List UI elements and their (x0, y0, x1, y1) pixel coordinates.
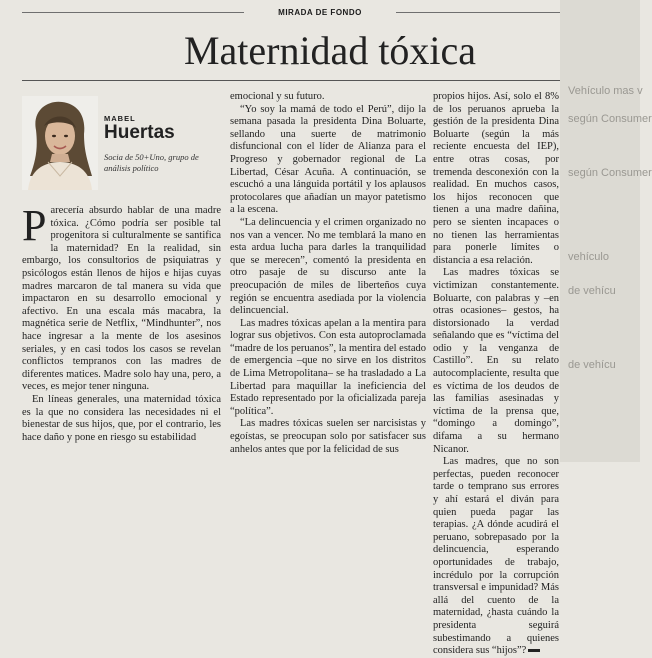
paragraph: emocional y su futuro. (230, 91, 325, 102)
section-rule-right (396, 12, 560, 13)
paragraph: Las madres tóxicas se victimizan constantemente. Boluarte, con palabras y –en otras ocasiones– gestos, ha distorsionado la verdad señalando que es “víctima del odio y la venganza de Castillo”. En su relato autocomplaciente, resulta que es víctima de los deudos de las familias asesinadas y víctima de la prensa que, “domingo a domingo”, difama a su hermano Nicanor. (433, 267, 559, 455)
author-portrait-icon (22, 96, 98, 190)
bleed-line: Vehículo mas v (568, 85, 643, 97)
paragraph-text: arecería absurdo hablar de una madre tóxica. ¿Cómo podría ser posible tal progenitora si culturalmente se santifica la maternidad? En la realidad, sin embargo, los consultorios de psiquiatras y psicólogos están llenos de hijos e hijas cuyas madres marcaron de tal manera su vida que impactaron en su desarrollo emocional y afectivo. En una escala más macabra, la magnética serie de Netflix, “Mindhunter”, nos hace ingresar a la mente de los asesinos seriales, y en casi todos los casos se revelan conflictos tempranos con las madres de diferentes matices. Madre solo hay una, pero, a veces, es mejor tener ninguna. (22, 205, 221, 393)
headline: Maternidad tóxica (183, 28, 477, 73)
paragraph (22, 201, 221, 394)
article-column-3 (433, 91, 559, 658)
paragraph: Las madres tóxicas suelen ser narcisistas y egoístas, se preocupan solo por satisfacer sus anhelos antes que por la felicidad de sus (230, 418, 426, 455)
paragraph: “Yo soy la mamá de todo el Perú”, dijo la semana pasada la presidenta Dina Boluarte, sellando una suerte de matrimonio disfuncional con el líder de Alianza para el Progreso y gobernador regional de La Libertad, César Acuña. A continuación, se escuchó a una lánguida portátil y los aplausos protocolares que añadían un mayor patetismo a la escena. (230, 103, 426, 216)
paragraph-text: Las madres, que no son perfectas, pueden reconocer tarde o temprano sus errores y ahí estará el diván para quien pueda pagar las terapias. ¿A dónde acudirá el peruano, sobrepasado por la delincuencia, esperando oportunidades de trabajo, incrédulo por la corrupción transversal e impunidad? Más allá del cuento de la maternidad, ¿hasta cuándo la presidenta seguirá subestimando a quienes considera sus “hijos”? (433, 456, 559, 657)
bleed-line: vehículo (568, 251, 609, 263)
bleed-line: de vehícu (568, 359, 616, 371)
paragraph: Las madres tóxicas apelan a la mentira para lograr sus objetivos. Con esta autoproclamada “madre de los peruanos”, la mentira del estado de emergencia –que no sirve en los distritos de Lima Metropolitana– se ha trasladado a La Libertad para maquillar la ineficiencia del Estado representado por la oficializada pareja “política”. (230, 317, 426, 417)
section-label: MIRADA DE FONDO (278, 8, 362, 17)
headline-rule (22, 80, 560, 81)
bleed-line: según Consumer (568, 167, 652, 179)
end-mark-icon (528, 649, 540, 652)
author-last-name: Huertas (104, 122, 175, 143)
paragraph: En líneas generales, una maternidad tóxica es la que no considera las necesidades ni el bienestar de sus hijos, que, por el contrario, les hace daño y pone en riesgo su estabilidad (22, 393, 221, 443)
drop-cap: P (22, 201, 47, 250)
author-photo (22, 96, 98, 190)
bleed-line: según Consumer (568, 113, 652, 125)
paragraph (433, 456, 559, 658)
paragraph: “La delincuencia y el crimen organizado no nos van a vencer. No me temblará la mano en esta ardua lucha para darles la tranquilidad que se merecen”, comentó la presidenta en otro pasaje de su discurso ante la preocupación de miles de liberteños cuya región se encuentra asediada por la violencia delincuencial. (230, 216, 426, 317)
adjacent-page-bleed (560, 0, 652, 462)
bleed-line: de vehícu (568, 285, 616, 297)
author-bio: Socia de 50+Uno, grupo de análisis político (104, 152, 199, 173)
paragraph: propios hijos. Así, solo el 8% de los peruanos aprueba la gestión de la presidenta Dina Boluarte (según la más reciente encuesta del IEP), entre otras cosas, por tremenda desconexión con la realidad. En muchos casos, los hijos reconocen que tienen a una madre dañina, pero se sienten incapaces o no tienen las herramientas para ponerle límites o distancia a esa relación. (433, 91, 559, 266)
section-rule-left (22, 12, 244, 13)
article-column-2 (230, 91, 426, 456)
author-first-name: MABEL (104, 114, 136, 123)
article-column-1 (22, 201, 221, 444)
